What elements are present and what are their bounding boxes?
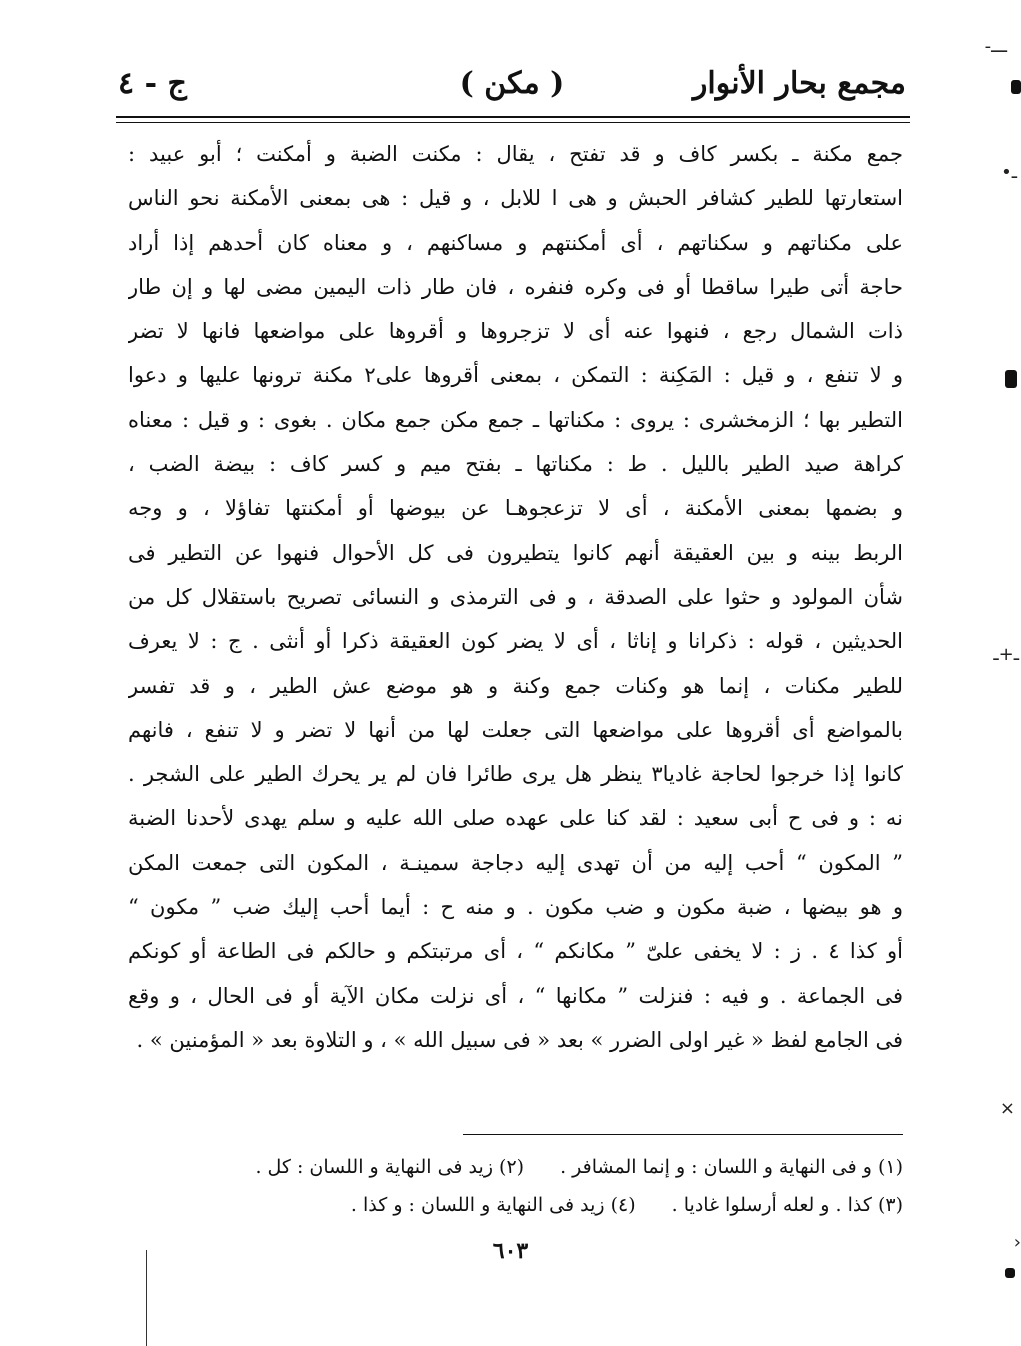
text-line: حاجة أتى طيرا ساقطا أو فى وكره فنفره ، فان طار ذات اليمين مضى لها و إن طار — [128, 274, 903, 299]
text-line: كراهة صيد الطير بالليل . ط : مكناتها ـ بفتح ميم و كسر كاف : بيضة الضب ، — [128, 452, 903, 477]
text-line: نه : و فى ح أبى سعيد : لقد كنا على عهده صلى الله عليه و سلم يهدى لأحدنا الضبة — [128, 806, 903, 831]
text-line: ” المكون “ أحب إليه من أن تهدى إليه دجاجة سمينـة ، المكون التى جمعت المكن — [128, 850, 903, 875]
footnote-row — [203, 1148, 903, 1186]
footnote-row — [203, 1186, 903, 1224]
text-line: للطير مكنات ، إنما هو وكنات جمع وكنة و هو موضع عش الطير ، و قد تفسر — [128, 673, 903, 698]
text-line: كانوا إذا خرجوا لحاجة غاديا٣ ينظر هل يرى طائرا فان لم ير يحرك الطير على الشجر . — [128, 762, 903, 787]
text-line: فى الجامع لفظ « غير اولى الضرر » بعد « فى سبيل الله » ، و التلاوة بعد « المؤمنين » . — [136, 1027, 903, 1052]
footnote: (٢) زيد فى النهاية و اللسان : كل . — [255, 1156, 525, 1178]
scan-speck — [1005, 370, 1017, 388]
entry-root-heading: ( مكن ) — [459, 66, 565, 101]
scan-speck: ـ+ـ — [993, 644, 1019, 665]
footnote: (٣) كذا . و لعله أرسلوا غاديا . — [671, 1194, 903, 1216]
binding-edge-line — [146, 1250, 147, 1346]
scan-speck — [1005, 1268, 1015, 1278]
header-rule — [116, 116, 910, 123]
text-line: الربط بينه و بين العقيقة أنهم كانوا يتطيرون فى كل الأحوال فنهوا عن التطير فى — [128, 540, 903, 565]
text-line: فى الجماعة . و فيه : فنزلت ” مكانها “ ، أى نزلت مكان الآية أو فى الحال ، و وقع — [128, 983, 903, 1008]
footnote-rule — [463, 1134, 903, 1135]
scan-speck: •ـ — [1001, 162, 1017, 183]
text-line: و بضمها بمعنى الأمكنة ، أى لا تزعجوهـا عن بيوضها أو أمكنتها تفاؤلا ، و وجه — [128, 496, 903, 521]
text-line: ذات الشمال رجع ، فنهوا عنه أى لا تزجروها و أقروها على مواضعها فانها لا تضر — [128, 319, 903, 344]
text-line: بالمواضع أى أقروها على مواضعها التى جعلت لها من أنها لا تضر و لا تنفع ، فانهم — [128, 717, 903, 742]
footnotes — [203, 1148, 903, 1224]
text-line: و هو بيضها ، ضبة مكون و ضب مكون . و منه ح : أيما أحب إليك ضب ” مكون “ — [128, 895, 903, 920]
main-text — [128, 132, 903, 1062]
scan-speck — [1011, 80, 1021, 94]
scan-speck: -ـــ — [984, 36, 1007, 57]
page-number: ٦٠٣ — [492, 1238, 529, 1264]
text-line: شأن المولود و حثوا على الصدقة ، و فى الترمذى و النسائى تصريح باستقلال كل من — [128, 584, 903, 609]
footnote: (٤) زيد فى النهاية و اللسان : و كذا . — [350, 1194, 636, 1216]
text-line: و لا تنفع ، و قيل : المَكِنة : التمكن ، بمعنى أقروها على٢ مكنة ترونها عليها و دعوا — [128, 363, 903, 388]
scan-speck: × — [999, 1098, 1015, 1119]
footnote: (١) و فى النهاية و اللسان : و إنما المشافر . — [560, 1156, 903, 1178]
text-line: أو كذا ٤ . ز : لا يخفى علىّ ” مكانكم “ ، أى مرتبتكم و حالكم فى الطاعة أو كونكم — [128, 939, 903, 964]
text-line: استعارتها للطير كشافر الحبش و هى ا للابل ، و قيل : هى بمعنى الأمكنة نحو الناس — [128, 186, 903, 211]
running-header — [118, 62, 906, 110]
text-line: التطير بها ؛ الزمخشرى : يروى : مكناتها ـ جمع مكن جمع مكان . بغوى : و قيل : معناه — [128, 407, 903, 432]
text-line: جمع مكنة ـ بكسر كاف و قد تفتح ، يقال : مكنت الضبة و أمكنت ؛ أبو عبيد : — [128, 142, 903, 166]
text-line: على مكناتهم و سكناتهم ، أى أمكنتهم و مساكنهم ، و معناه كان أحدهم إذا أراد — [128, 230, 903, 255]
text-line: الحديثين ، قوله : ذكرانا و إناثا ، أى لا يضر كون العقيقة ذكرا أو أنثى . ج : لا يعرف — [128, 629, 903, 654]
book-title: مجمع بحار الأنوار — [692, 66, 906, 101]
volume-number: ج - ٤ — [118, 66, 187, 101]
scan-speck: › — [1013, 1232, 1021, 1253]
